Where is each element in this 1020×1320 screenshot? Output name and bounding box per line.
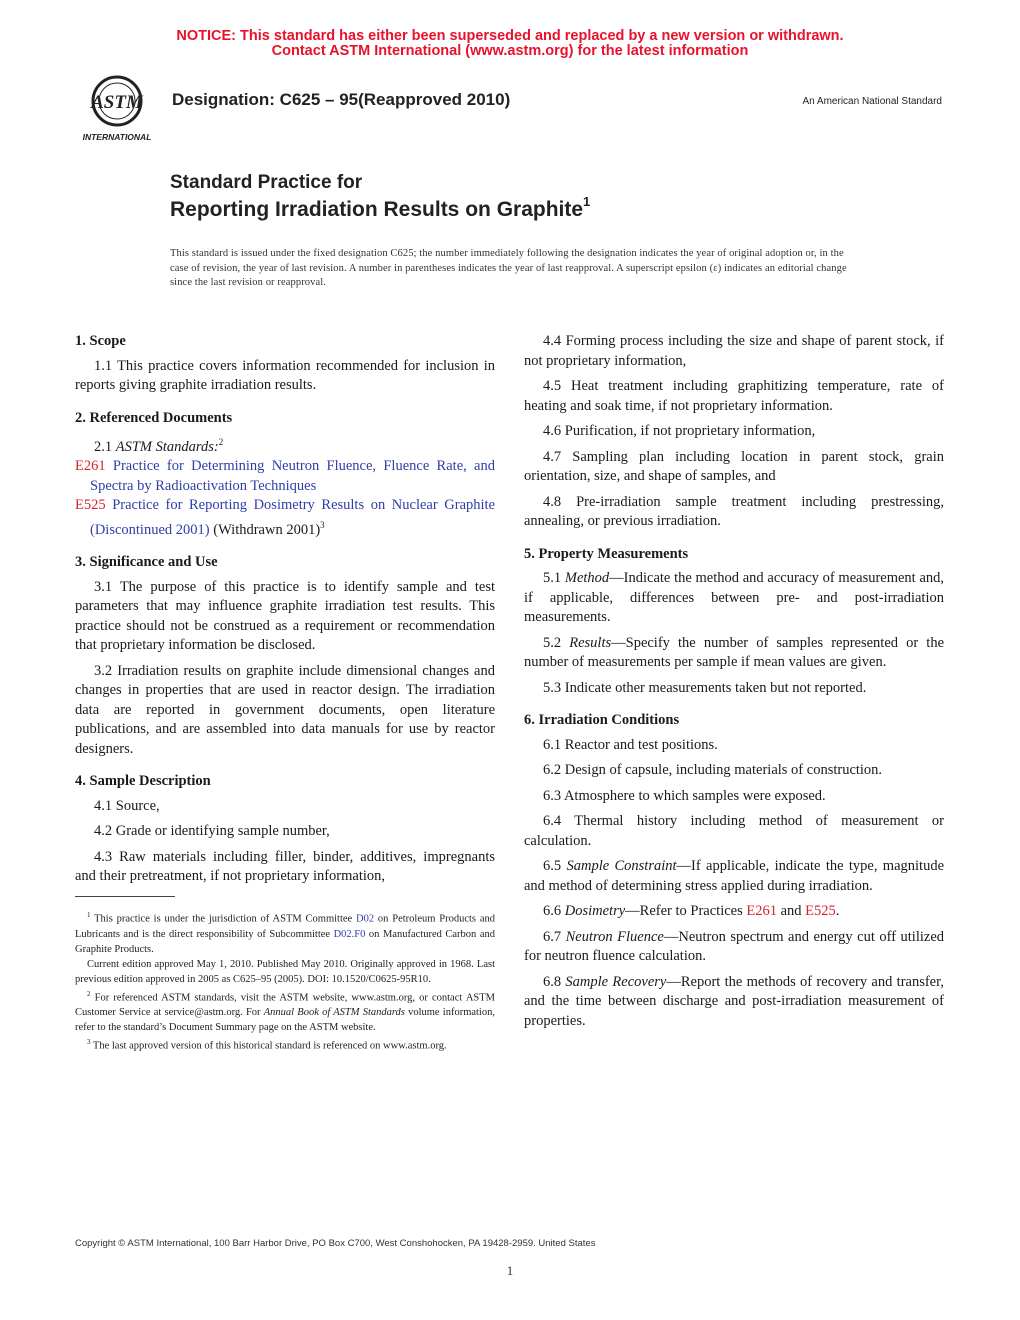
para-5-1: 5.1 Method—Indicate the method and accuracy of measurement and, if applicable, differences between pre- and post-irradiation measurements. — [524, 570, 944, 625]
para-4-2: 4.2 Grade or identifying sample number, — [94, 823, 330, 840]
notice-line-2: Contact ASTM International (www.astm.org) for the latest information — [271, 43, 749, 59]
para-6-7: 6.7 Neutron Fluence—Neutron spectrum and energy cut off utilized for neutron fluence calculation. — [524, 928, 945, 964]
para-1-1: 1.1 This practice covers information recommended for inclusion in reports giving graphite irradiation results. — [75, 357, 495, 393]
title-line-1: Standard Practice for — [170, 172, 363, 193]
para-6-3: 6.3 Atmosphere to which samples were exposed. — [543, 787, 826, 804]
para-2-1: 2.1 ASTM Standards:$^2$ — [94, 437, 224, 455]
para-3-1: 3.1 The purpose of this practice is to identify sample and test parameters that may influence graphite irradiation test results. This practice should not be construed as a requirement or recommendation that proprietary information be disclosed. — [75, 578, 495, 654]
link-e261-inline[interactable]: E261 — [746, 903, 777, 919]
section-heading-scope: 1. Scope — [75, 333, 126, 349]
title-line-2 — [170, 196, 590, 222]
copyright: Copyright © ASTM International, 100 Barr Harbor Drive, PO Box C700, West Conshohocken, PA 19428-2959. United States — [75, 1238, 596, 1249]
footnote-1-edition: Current edition approved May 1, 2010. Published May 2010. Originally approved in 1968. Last previous edition approved in 2005 as C625–95 (2005). DOI: 10.1520/C0625-95R10. — [75, 958, 495, 985]
title-footnote-mark: 1 — [583, 194, 591, 209]
national-standard-label: An American National Standard — [802, 96, 942, 107]
logo-subtext: INTERNATIONAL — [82, 132, 152, 142]
section-heading-significance: 3. Significance and Use — [75, 554, 218, 571]
reference-e525: E525 Practice for Reporting Dosimetry Results on Nuclear Graphite (Discontinued 2001) (Withdrawn 2001)$^3$ — [75, 497, 495, 538]
footnotes — [75, 908, 495, 1054]
section-heading-refdocs: 2. Referenced Documents — [75, 409, 233, 426]
para-4-8: 4.8 Pre-irradiation sample treatment including prestressing, annealing, or previous irradiation. — [524, 493, 944, 529]
link-d02[interactable]: D02 — [356, 913, 375, 925]
para-6-6: 6.6 Dosimetry—Refer to Practices E261 and E525. — [543, 903, 840, 919]
title-text: Reporting Irradiation Results on Graphite — [170, 198, 584, 221]
section-heading-sample: 4. Sample Description — [75, 773, 211, 790]
footnote-divider — [75, 896, 175, 897]
para-6-8: 6.8 Sample Recovery—Report the methods of recovery and transfer, and the time between discharge and post-irradiation measurement of properties. — [524, 973, 944, 1029]
para-6-4: 6.4 Thermal history including method of measurement or calculation. — [524, 813, 944, 849]
para-5-2: 5.2 Results—Specify the number of samples represented or the number of measurements per sample if mean values are given. — [524, 634, 945, 670]
section-heading-conditions: 6. Irradiation Conditions — [524, 712, 680, 728]
footnote-2: $^2$ For referenced ASTM standards, visit the ASTM website, www.astm.org, or contact ASTM Customer Service at service@astm.org. For Annual Book of ASTM Standards volume information, refer to the standard’s Document Summary page on the ASTM website. — [75, 989, 495, 1033]
para-6-1: 6.1 Reactor and test positions. — [543, 736, 718, 753]
para-4-5: 4.5 Heat treatment including graphitizing temperature, rate of heating and soak time, if not proprietary information. — [524, 378, 944, 414]
reference-e261 — [75, 457, 495, 496]
section-heading-property: 5. Property Measurements — [524, 545, 689, 562]
footnote-1: $^1$ This practice is under the jurisdiction of ASTM Committee D02 on Petroleum Products and Lubricants and is the direct responsibility of Subcommittee D02.F0 on Manufactured Carbon and Graphite Products. — [75, 911, 495, 955]
para-3-2: 3.2 Irradiation results on graphite include dimensional changes and changes in properties that are used in reactor design. The irradiation data are reported in government documents, open literature publications, and are assembled into data manuals for use by reactor designers. — [75, 662, 495, 757]
para-5-3: 5.3 Indicate other measurements taken but not reported. — [543, 679, 867, 696]
left-column — [75, 332, 495, 893]
page-number: 1 — [506, 1263, 514, 1278]
logo-text: ASTM — [91, 92, 143, 113]
astm-logo — [74, 74, 160, 144]
para-4-4: 4.4 Forming process including the size and shape of parent stock, if not proprietary information, — [524, 333, 944, 369]
footnote-3: $^3$ The last approved version of this historical standard is referenced on www.astm.org. — [87, 1038, 447, 1052]
para-4-3: 4.3 Raw materials including filler, binder, additives, impregnants and their pretreatment, if not proprietary information, — [75, 848, 495, 885]
link-e525[interactable]: E525 Practice for Reporting Dosimetry Results on Nuclear Graphite (Discontinued 2001) — [75, 497, 495, 538]
right-column — [524, 332, 944, 1037]
link-d02-f0[interactable]: D02.F0 — [333, 928, 366, 940]
designation: Designation: C625 – 95(Reapproved 2010) — [172, 90, 511, 109]
para-4-1: 4.1 Source, — [94, 797, 160, 814]
para-6-5: 6.5 Sample Constraint—If applicable, indicate the type, magnitude and method of determining stress applied during irradiation. — [524, 858, 945, 894]
notice-line-1: NOTICE: This standard has either been superseded and replaced by a new version or withdrawn. — [176, 28, 844, 44]
link-e525-inline[interactable]: E525 — [805, 903, 836, 919]
link-e261[interactable]: E261 Practice for Determining Neutron Fluence, Fluence Rate, and Spectra by Radioactivation Techniques — [75, 458, 495, 494]
para-4-6: 4.6 Purification, if not proprietary information, — [543, 423, 816, 439]
issued-under-statement: This standard is issued under the fixed designation C625; the number immediately following the designation indicates the year of original adoption or, in the case of revision, the year of last revision. A number in parentheses indicates the year of last reapproval. A superscript epsilon (ε) indicates an editorial change since the last revision or reapproval. — [170, 248, 847, 288]
para-6-2: 6.2 Design of capsule, including materials of construction. — [543, 762, 883, 778]
para-4-7: 4.7 Sampling plan including location in parent stock, grain orientation, size, and shape of samples, and — [524, 448, 944, 484]
